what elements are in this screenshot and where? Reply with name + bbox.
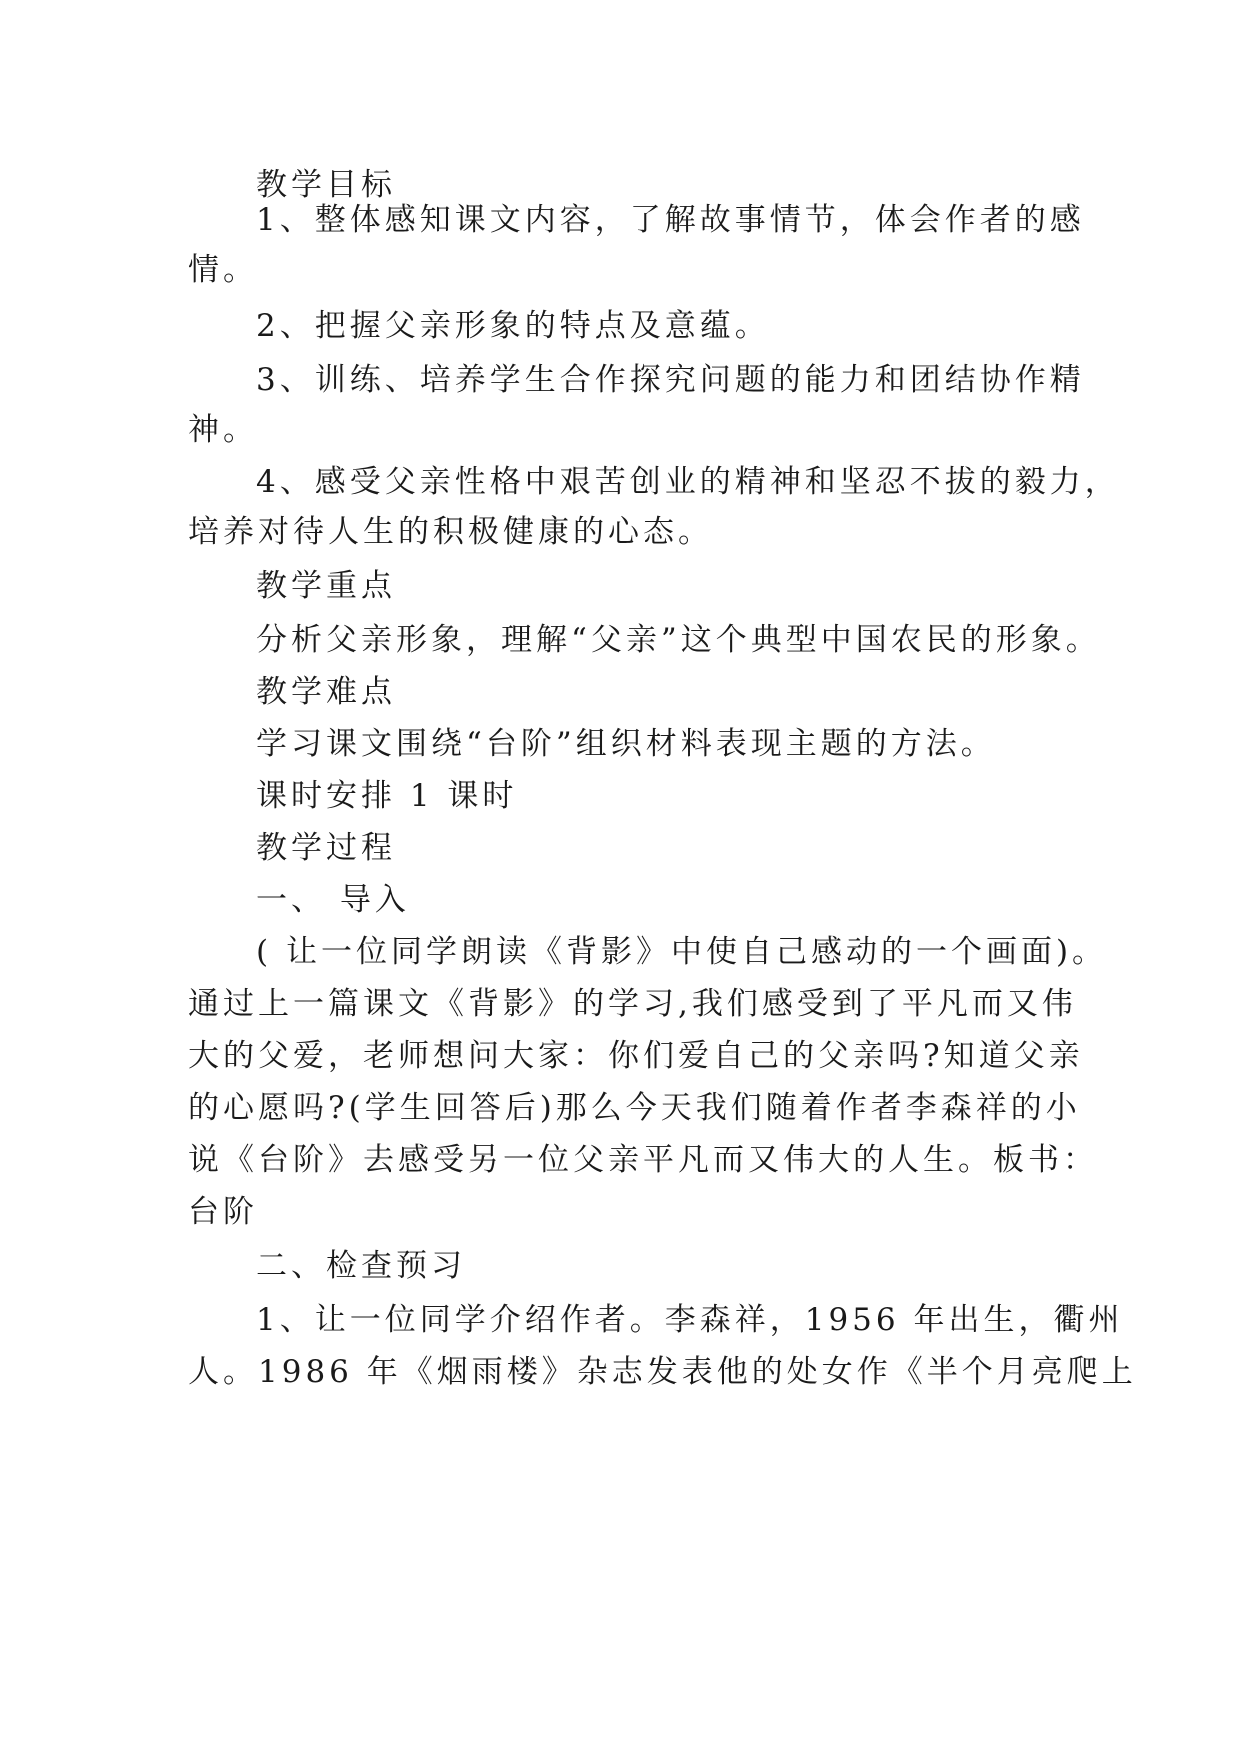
goal-4-line-2: 培养对待人生的积极健康的心态。: [188, 514, 713, 550]
lesson-schedule: 课时安排 1 课时: [256, 778, 518, 814]
intro-line-2: 通过上一篇课文《背影》的学习,我们感受到了平凡而又伟: [188, 986, 1077, 1022]
goal-3-line-2: 神。: [188, 412, 258, 448]
goal-1-line-2: 情。: [188, 252, 258, 288]
preview-line-1: 1、让一位同学介绍作者。李森祥，1956 年出生，衢州: [256, 1302, 1124, 1338]
preview-line-2: 人。1986 年《烟雨楼》杂志发表他的处女作《半个月亮爬上: [188, 1354, 1137, 1390]
goal-4-line-1: 4、感受父亲性格中艰苦创业的精神和坚忍不拔的毅力，: [256, 464, 1120, 500]
heading-teaching-goals: 教学目标: [256, 167, 396, 203]
heading-teaching-difficulty: 教学难点: [256, 674, 396, 710]
intro-line-6: 台阶: [188, 1194, 258, 1230]
goal-3-line-1: 3、训练、培养学生合作探究问题的能力和团结协作精: [256, 362, 1085, 398]
heading-teaching-process: 教学过程: [256, 830, 396, 866]
intro-line-5: 说《台阶》去感受另一位父亲平凡而又伟大的人生。板书：: [188, 1142, 1098, 1178]
goal-1-line-1: 1、整体感知课文内容，了解故事情节，体会作者的感: [256, 202, 1085, 238]
intro-line-3: 大的父爱，老师想问大家：你们爱自己的父亲吗?知道父亲: [188, 1038, 1084, 1074]
intro-line-1: ( 让一位同学朗读《背影》中使自己感动的一个画面)。: [256, 934, 1108, 970]
section-preview-check: 二、检查预习: [256, 1248, 466, 1284]
difficulty-text: 学习课文围绕“台阶”组织材料表现主题的方法。: [256, 726, 996, 762]
section-introduction: 一、 导入: [256, 882, 410, 918]
focus-text: 分析父亲形象，理解“父亲”这个典型中国农民的形象。: [256, 622, 1101, 658]
heading-teaching-focus: 教学重点: [256, 568, 396, 604]
intro-line-4: 的心愿吗?(学生回答后)那么今天我们随着作者李森祥的小: [188, 1090, 1081, 1126]
goal-2: 2、把握父亲形象的特点及意蕴。: [256, 308, 770, 344]
